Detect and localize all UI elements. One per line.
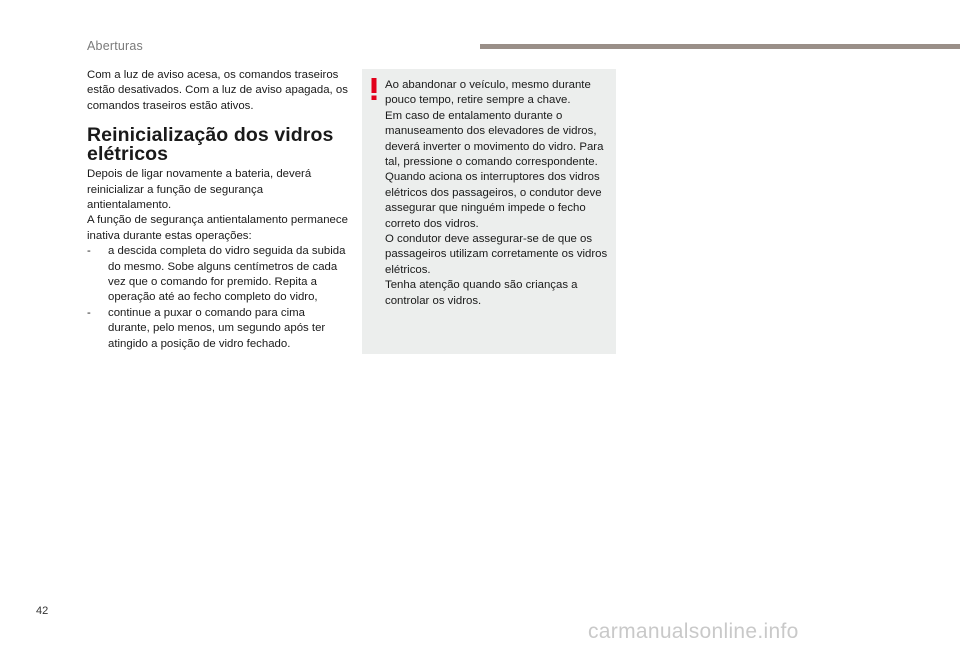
warning-paragraph: O condutor deve assegurar-se de que os passageiros utilizam corretamente os vidros elétricos. bbox=[385, 233, 608, 276]
body-paragraph: A função de segurança antientalamento permanece inativa durante estas operações: bbox=[87, 214, 348, 242]
warning-paragraph: Tenha atenção quando são crianças a controlar os vidros. bbox=[385, 279, 578, 307]
list-item-text: continue a puxar o comando para cima durante, pelo menos, um segundo após ter atingido a posição de vidro fechado. bbox=[108, 306, 326, 350]
list-dash: - bbox=[87, 245, 91, 258]
section-heading: Reinicialização dos vidros elétricos bbox=[87, 124, 334, 166]
section-title: Aberturas bbox=[87, 39, 143, 53]
warning-paragraph: Ao abandonar o veículo, mesmo durante pouco tempo, retire sempre a chave. bbox=[385, 79, 591, 107]
warning-paragraph: Quando aciona os interruptores dos vidros elétricos dos passageiros, o condutor deve assegurar que ninguém impede o fecho correto dos vidros. bbox=[385, 171, 602, 230]
header-bar bbox=[480, 44, 960, 49]
list-item bbox=[87, 244, 349, 306]
warning-paragraph: Em caso de entalamento durante o manuseamento dos elevadores de vidros, deverá inverter o movimento do vidro. Para tal, pressione o comando correspondente. bbox=[385, 109, 604, 169]
list-dash: - bbox=[87, 306, 91, 319]
page-number: 42 bbox=[36, 605, 49, 617]
body-paragraph: Depois de ligar novamente a bateria, deverá reinicializar a função de segurança antientalamento. bbox=[87, 168, 312, 212]
warning-text bbox=[385, 78, 616, 309]
watermark: carmanualsonline.info bbox=[588, 620, 799, 643]
left-column bbox=[87, 68, 349, 352]
exclamation-icon bbox=[370, 78, 378, 100]
list-item-text: a descida completa do vidro seguida da subida do mesmo. Sobe alguns centímetros de cada vez que o comando for premido. Repita a operação até ao fecho completo do vidro, bbox=[108, 245, 346, 304]
list-item bbox=[87, 306, 349, 352]
intro-paragraph: Com a luz de aviso acesa, os comandos traseiros estão desativados. Com a luz de aviso apagada, os comandos traseiros estão ativos. bbox=[87, 69, 348, 112]
